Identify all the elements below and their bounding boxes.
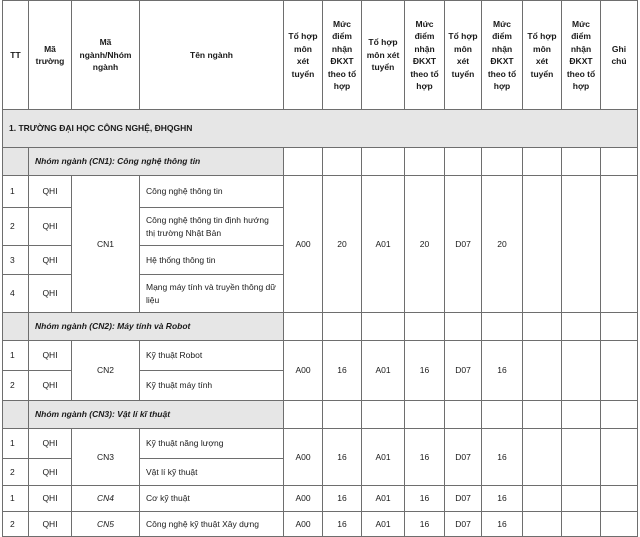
combo-1-cell: A00 (284, 341, 323, 401)
score-1-cell: 16 (323, 512, 362, 537)
combo-4-cell (523, 512, 562, 537)
group-blank-cell (405, 148, 445, 176)
group-blank-cell (562, 401, 601, 429)
score-4-cell (562, 429, 601, 486)
group-blank-cell (482, 313, 523, 341)
combo-4-cell (523, 429, 562, 486)
score-4-cell (562, 341, 601, 401)
header-muc-diem-4: Mức điểm nhận ĐKXT theo tổ hợp (562, 1, 601, 110)
combo-4-cell (523, 486, 562, 512)
combo-4-cell (523, 341, 562, 401)
major-name-cell: Cơ kỹ thuật (140, 486, 284, 512)
combo-1-cell: A00 (284, 486, 323, 512)
header-tt: TT (3, 1, 29, 110)
score-1-cell: 16 (323, 486, 362, 512)
major-name-cell: Công nghệ thông tin định hướng thị trường Nhật Bản (140, 208, 284, 246)
note-cell (601, 429, 638, 486)
score-1-cell: 16 (323, 341, 362, 401)
combo-1-cell: A00 (284, 176, 323, 313)
group-blank-cell (523, 313, 562, 341)
group-blank-cell (562, 148, 601, 176)
score-3-cell: 20 (482, 176, 523, 313)
school-code-cell: QHI (29, 176, 72, 208)
header-ma-truong: Mã trường (29, 1, 72, 110)
group-blank-cell (323, 401, 362, 429)
group-blank-cell (601, 313, 638, 341)
group-code-cell: CN3 (72, 429, 140, 486)
combo-2-cell: A01 (362, 176, 405, 313)
score-3-cell: 16 (482, 341, 523, 401)
school-code-cell: QHI (29, 459, 72, 486)
group-title: Nhóm ngành (CN3): Vật lí kĩ thuật (29, 401, 284, 429)
header-muc-diem-1: Mức điểm nhận ĐKXT theo tổ hợp (323, 1, 362, 110)
admission-table-sheet (2, 0, 638, 537)
tt-cell: 4 (3, 275, 29, 313)
header-ghi-chu: Ghi chú (601, 1, 638, 110)
group-blank-cell (482, 148, 523, 176)
group-blank-cell (284, 148, 323, 176)
combo-4-cell (523, 176, 562, 313)
note-cell (601, 486, 638, 512)
score-1-cell: 16 (323, 429, 362, 486)
group-header-row (3, 313, 638, 341)
group-blank-cell (284, 401, 323, 429)
header-muc-diem-2: Mức điểm nhận ĐKXT theo tổ hợp (405, 1, 445, 110)
tt-cell: 2 (3, 512, 29, 537)
major-name-cell: Hệ thống thông tin (140, 246, 284, 275)
group-blank-cell (523, 401, 562, 429)
admission-table (2, 0, 638, 537)
group-blank-cell (284, 313, 323, 341)
group-blank-cell (362, 148, 405, 176)
school-code-cell: QHI (29, 341, 72, 371)
combo-1-cell: A00 (284, 429, 323, 486)
group-blank-cell (562, 313, 601, 341)
major-name-cell: Kỹ thuật máy tính (140, 371, 284, 401)
major-name-cell: Kỹ thuật Robot (140, 341, 284, 371)
table-row (3, 176, 638, 208)
header-to-hop-1: Tổ hợp môn xét tuyển (284, 1, 323, 110)
major-name-cell: Vật lí kỹ thuật (140, 459, 284, 486)
group-blank-cell (3, 313, 29, 341)
score-2-cell: 16 (405, 486, 445, 512)
group-blank-cell (3, 148, 29, 176)
tt-cell: 1 (3, 176, 29, 208)
combo-2-cell: A01 (362, 429, 405, 486)
header-to-hop-4: Tổ hợp môn xét tuyển (523, 1, 562, 110)
group-blank-cell (601, 401, 638, 429)
header-to-hop-3: Tổ hợp môn xét tuyển (445, 1, 482, 110)
note-cell (601, 341, 638, 401)
score-4-cell (562, 512, 601, 537)
combo-3-cell: D07 (445, 341, 482, 401)
note-cell (601, 176, 638, 313)
tt-cell: 2 (3, 208, 29, 246)
score-3-cell: 16 (482, 512, 523, 537)
group-header-row (3, 148, 638, 176)
group-code-cell: CN1 (72, 176, 140, 313)
table-row (3, 486, 638, 512)
major-name-cell: Kỹ thuật năng lượng (140, 429, 284, 459)
header-muc-diem-3: Mức điểm nhận ĐKXT theo tổ hợp (482, 1, 523, 110)
group-header-row (3, 401, 638, 429)
score-2-cell: 20 (405, 176, 445, 313)
score-4-cell (562, 176, 601, 313)
combo-3-cell: D07 (445, 486, 482, 512)
score-3-cell: 16 (482, 486, 523, 512)
group-blank-cell (445, 148, 482, 176)
table-row (3, 512, 638, 537)
group-title: Nhóm ngành (CN1): Công nghệ thông tin (29, 148, 284, 176)
tt-cell: 2 (3, 459, 29, 486)
school-code-cell: QHI (29, 512, 72, 537)
major-name-cell: Công nghệ thông tin (140, 176, 284, 208)
school-code-cell: QHI (29, 246, 72, 275)
table-row (3, 341, 638, 371)
school-code-cell: QHI (29, 208, 72, 246)
score-1-cell: 20 (323, 176, 362, 313)
school-row (3, 110, 638, 148)
combo-3-cell: D07 (445, 429, 482, 486)
major-code-cell: CN5 (72, 512, 140, 537)
group-blank-cell (601, 148, 638, 176)
major-code-cell: CN4 (72, 486, 140, 512)
header-row (3, 1, 638, 110)
combo-2-cell: A01 (362, 341, 405, 401)
score-3-cell: 16 (482, 429, 523, 486)
group-blank-cell (482, 401, 523, 429)
tt-cell: 1 (3, 341, 29, 371)
score-2-cell: 16 (405, 341, 445, 401)
tt-cell: 3 (3, 246, 29, 275)
school-code-cell: QHI (29, 429, 72, 459)
group-blank-cell (405, 313, 445, 341)
header-ten-nganh: Tên ngành (140, 1, 284, 110)
school-name: 1. TRƯỜNG ĐẠI HỌC CÔNG NGHỆ, ĐHQGHN (3, 110, 638, 148)
school-code-cell: QHI (29, 371, 72, 401)
group-blank-cell (3, 401, 29, 429)
tt-cell: 1 (3, 486, 29, 512)
tt-cell: 2 (3, 371, 29, 401)
group-blank-cell (323, 148, 362, 176)
header-ma-nganh: Mã ngành/Nhóm ngành (72, 1, 140, 110)
header-to-hop-2: Tổ hợp môn xét tuyển (362, 1, 405, 110)
group-blank-cell (405, 401, 445, 429)
group-title: Nhóm ngành (CN2): Máy tính và Robot (29, 313, 284, 341)
group-blank-cell (362, 313, 405, 341)
combo-2-cell: A01 (362, 512, 405, 537)
score-2-cell: 16 (405, 512, 445, 537)
group-code-cell: CN2 (72, 341, 140, 401)
score-4-cell (562, 486, 601, 512)
combo-2-cell: A01 (362, 486, 405, 512)
group-blank-cell (445, 313, 482, 341)
combo-1-cell: A00 (284, 512, 323, 537)
group-blank-cell (523, 148, 562, 176)
note-cell (601, 512, 638, 537)
major-name-cell: Mạng máy tính và truyền thông dữ liệu (140, 275, 284, 313)
school-code-cell: QHI (29, 486, 72, 512)
table-row (3, 429, 638, 459)
group-blank-cell (362, 401, 405, 429)
major-name-cell: Công nghệ kỹ thuật Xây dựng (140, 512, 284, 537)
group-blank-cell (323, 313, 362, 341)
combo-3-cell: D07 (445, 176, 482, 313)
group-blank-cell (445, 401, 482, 429)
score-2-cell: 16 (405, 429, 445, 486)
combo-3-cell: D07 (445, 512, 482, 537)
school-code-cell: QHI (29, 275, 72, 313)
tt-cell: 1 (3, 429, 29, 459)
